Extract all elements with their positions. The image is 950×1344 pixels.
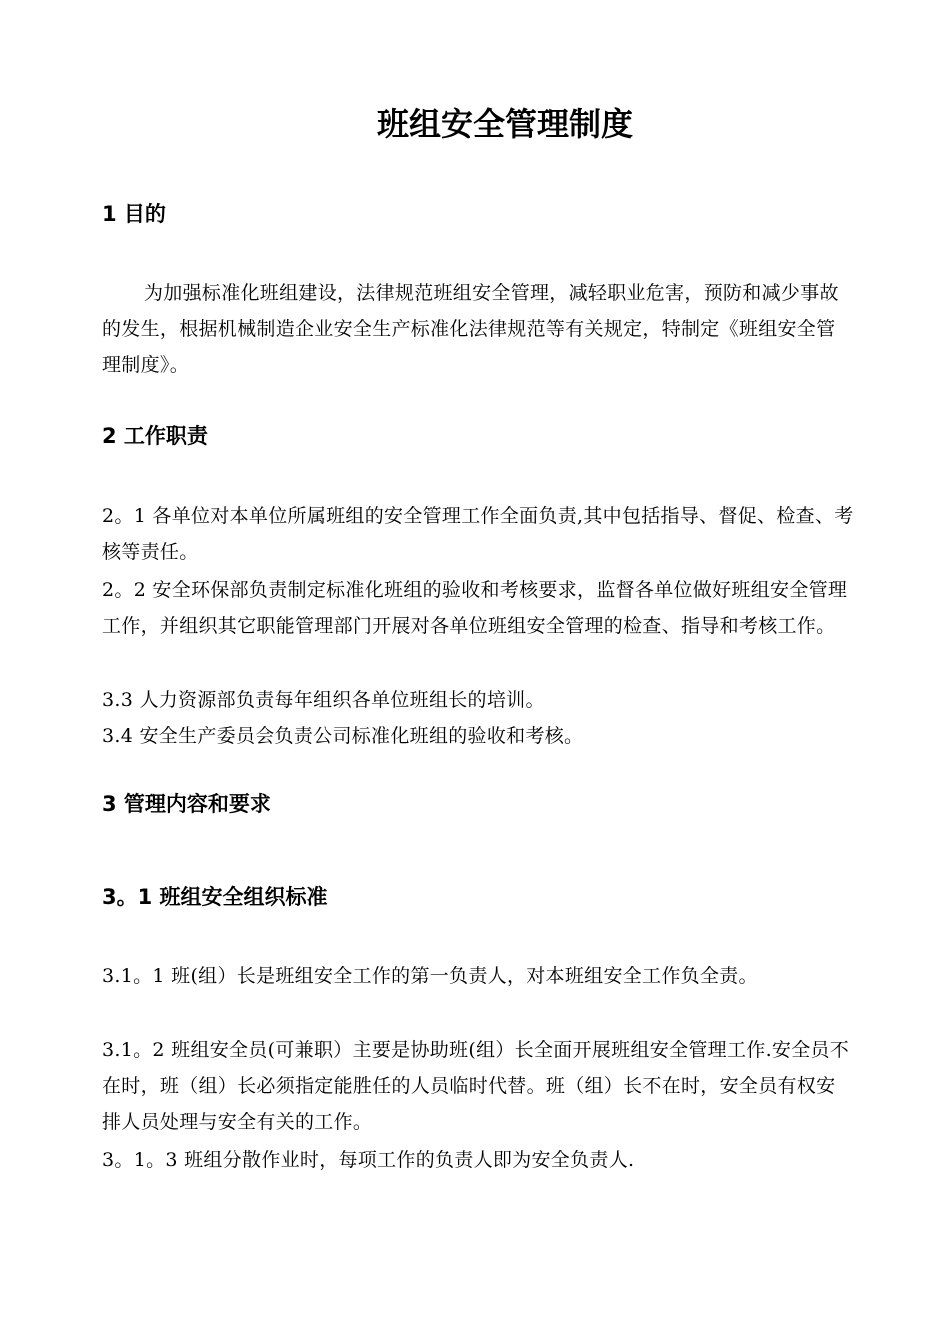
section-heading-responsibilities: 2 工作职责 <box>102 424 208 448</box>
paragraph-3-1-2: 3.1。2 班组安全员(可兼职）主要是协助班(组）长全面开展班组安全管理工作.安全员不在时，班（组）长必须指定能胜任的人员临时代替。班（组）长不在时，安全员有权安排人员处理与安全有关的工作。 <box>102 1039 850 1133</box>
paragraph-3-3: 3.3 人力资源部负责每年组织各单位班组长的培训。 <box>102 689 545 711</box>
document-title: 班组安全管理制度 <box>376 105 633 143</box>
subsection-heading-3-1: 3。1 班组安全组织标准 <box>102 885 328 909</box>
paragraph-3-1-3: 3。1。3 班组分散作业时，每项工作的负责人即为安全负责人. <box>102 1149 635 1171</box>
paragraph-3-4: 3.4 安全生产委员会负责公司标准化班组的验收和考核。 <box>102 725 584 747</box>
paragraph-3-1-1: 3.1。1 班(组）长是班组安全工作的第一负责人，对本班组安全工作负全责。 <box>102 965 758 987</box>
paragraph-2-2: 2。2 安全环保部负责制定标准化班组的验收和考核要求，监督各单位做好班组安全管理工作，并组织其它职能管理部门开展对各单位班组安全管理的检查、指导和考核工作。 <box>102 579 848 637</box>
paragraph-purpose: 为加强标准化班组建设，法律规范班组安全管理，减轻职业危害，预防和减少事故的发生，根据机械制造企业安全生产标准化法律规范等有关规定，特制定《班组安全管理制度》。 <box>102 282 839 376</box>
section-heading-management: 3 管理内容和要求 <box>102 792 271 816</box>
paragraph-2-1: 2。1 各单位对本单位所属班组的安全管理工作全面负责,其中包括指导、督促、检查、考核等责任。 <box>102 505 854 563</box>
section-heading-purpose: 1 目的 <box>102 202 166 226</box>
